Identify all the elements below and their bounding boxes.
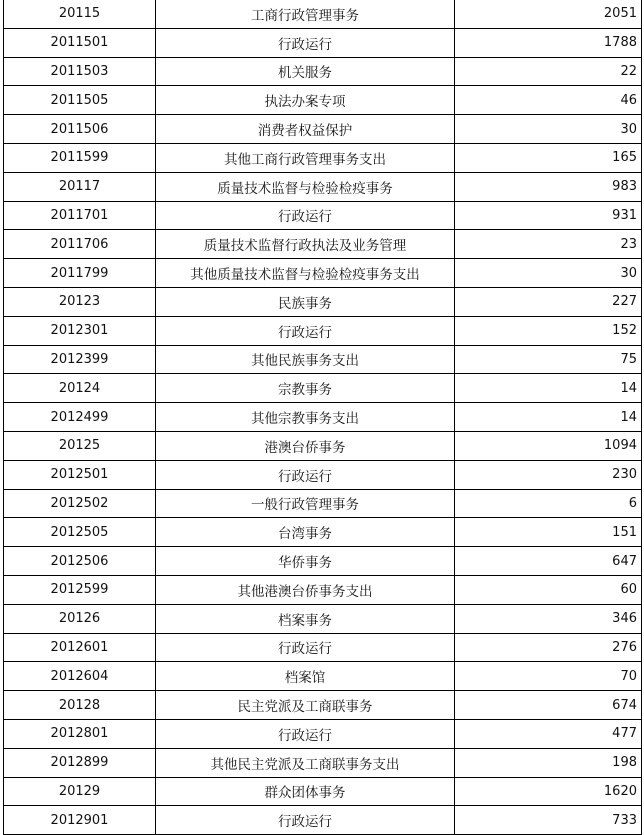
code-cell: 2012506: [4, 547, 156, 576]
code-cell: 20115: [4, 0, 156, 28]
amount-cell: 346: [455, 604, 642, 633]
item-name-cell: 行政运行: [156, 316, 455, 345]
code-cell: 20117: [4, 172, 156, 201]
item-name-cell: 质量技术监督行政执法及业务管理: [156, 230, 455, 259]
item-name-cell: 港澳台侨事务: [156, 431, 455, 460]
table-row: [4, 719, 642, 748]
amount-cell: 276: [455, 633, 642, 662]
code-cell: 2011506: [4, 115, 156, 144]
amount-cell: 22: [455, 57, 642, 86]
table-row: [4, 57, 642, 86]
item-name-cell: 群众团体事务: [156, 777, 455, 806]
code-cell: 2011701: [4, 201, 156, 230]
code-cell: 2012899: [4, 748, 156, 777]
item-name-cell: 其他质量技术监督与检验检疫事务支出: [156, 259, 455, 288]
code-cell: 2012301: [4, 316, 156, 345]
table-row: [4, 633, 642, 662]
table-row: [4, 86, 642, 115]
amount-cell: 70: [455, 662, 642, 691]
amount-cell: 165: [455, 143, 642, 172]
item-name-cell: 其他工商行政管理事务支出: [156, 143, 455, 172]
amount-cell: 230: [455, 460, 642, 489]
table-row: [4, 28, 642, 57]
amount-cell: 1788: [455, 28, 642, 57]
code-cell: 2011501: [4, 28, 156, 57]
code-cell: 2012604: [4, 662, 156, 691]
table-row: [4, 662, 642, 691]
code-cell: 20124: [4, 374, 156, 403]
item-name-cell: 质量技术监督与检验检疫事务: [156, 172, 455, 201]
amount-cell: 931: [455, 201, 642, 230]
item-name-cell: 机关服务: [156, 57, 455, 86]
item-name-cell: 台湾事务: [156, 518, 455, 547]
table-row: [4, 143, 642, 172]
table-row: [4, 575, 642, 604]
code-cell: 2012502: [4, 489, 156, 518]
code-cell: 2011503: [4, 57, 156, 86]
code-cell: 20125: [4, 431, 156, 460]
table-row: [4, 403, 642, 432]
amount-cell: 30: [455, 115, 642, 144]
amount-cell: 151: [455, 518, 642, 547]
table-row: [4, 374, 642, 403]
table-row: [4, 489, 642, 518]
code-cell: 20123: [4, 287, 156, 316]
table-row: [4, 201, 642, 230]
code-cell: 2012801: [4, 719, 156, 748]
item-name-cell: 消费者权益保护: [156, 115, 455, 144]
table-row: [4, 287, 642, 316]
table-row: [4, 691, 642, 720]
code-cell: 2012901: [4, 806, 156, 835]
amount-cell: 23: [455, 230, 642, 259]
item-name-cell: 其他宗教事务支出: [156, 403, 455, 432]
code-cell: 2012599: [4, 575, 156, 604]
table-row: [4, 604, 642, 633]
code-cell: 2012501: [4, 460, 156, 489]
code-cell: 20129: [4, 777, 156, 806]
code-cell: 2011706: [4, 230, 156, 259]
table-row: [4, 230, 642, 259]
item-name-cell: 行政运行: [156, 28, 455, 57]
table-body: [4, 0, 642, 835]
table-row: [4, 115, 642, 144]
table-row: [4, 547, 642, 576]
amount-cell: 60: [455, 575, 642, 604]
amount-cell: 733: [455, 806, 642, 835]
budget-expenditure-table: [3, 0, 642, 835]
table-row: [4, 748, 642, 777]
item-name-cell: 其他民族事务支出: [156, 345, 455, 374]
amount-cell: 152: [455, 316, 642, 345]
item-name-cell: 华侨事务: [156, 547, 455, 576]
amount-cell: 1620: [455, 777, 642, 806]
code-cell: 2012601: [4, 633, 156, 662]
item-name-cell: 其他民主党派及工商联事务支出: [156, 748, 455, 777]
code-cell: 2011799: [4, 259, 156, 288]
table-row: [4, 431, 642, 460]
amount-cell: 1094: [455, 431, 642, 460]
item-name-cell: 民主党派及工商联事务: [156, 691, 455, 720]
table-row: [4, 345, 642, 374]
item-name-cell: 宗教事务: [156, 374, 455, 403]
code-cell: 2012505: [4, 518, 156, 547]
amount-cell: 983: [455, 172, 642, 201]
amount-cell: 14: [455, 403, 642, 432]
code-cell: 20126: [4, 604, 156, 633]
item-name-cell: 工商行政管理事务: [156, 0, 455, 28]
item-name-cell: 行政运行: [156, 719, 455, 748]
amount-cell: 75: [455, 345, 642, 374]
table-row: [4, 460, 642, 489]
item-name-cell: 其他港澳台侨事务支出: [156, 575, 455, 604]
amount-cell: 2051: [455, 0, 642, 28]
amount-cell: 46: [455, 86, 642, 115]
item-name-cell: 行政运行: [156, 633, 455, 662]
amount-cell: 6: [455, 489, 642, 518]
item-name-cell: 档案馆: [156, 662, 455, 691]
code-cell: 20128: [4, 691, 156, 720]
item-name-cell: 民族事务: [156, 287, 455, 316]
table-row: [4, 316, 642, 345]
amount-cell: 477: [455, 719, 642, 748]
amount-cell: 30: [455, 259, 642, 288]
table-row: [4, 0, 642, 28]
amount-cell: 198: [455, 748, 642, 777]
amount-cell: 14: [455, 374, 642, 403]
table-row: [4, 518, 642, 547]
budget-table-container: [3, 0, 642, 835]
table-row: [4, 172, 642, 201]
table-row: [4, 259, 642, 288]
table-row: [4, 777, 642, 806]
item-name-cell: 一般行政管理事务: [156, 489, 455, 518]
item-name-cell: 行政运行: [156, 201, 455, 230]
code-cell: 2011505: [4, 86, 156, 115]
table-row: [4, 806, 642, 835]
item-name-cell: 行政运行: [156, 460, 455, 489]
item-name-cell: 档案事务: [156, 604, 455, 633]
amount-cell: 227: [455, 287, 642, 316]
code-cell: 2012499: [4, 403, 156, 432]
code-cell: 2012399: [4, 345, 156, 374]
amount-cell: 647: [455, 547, 642, 576]
amount-cell: 674: [455, 691, 642, 720]
item-name-cell: 行政运行: [156, 806, 455, 835]
item-name-cell: 执法办案专项: [156, 86, 455, 115]
code-cell: 2011599: [4, 143, 156, 172]
